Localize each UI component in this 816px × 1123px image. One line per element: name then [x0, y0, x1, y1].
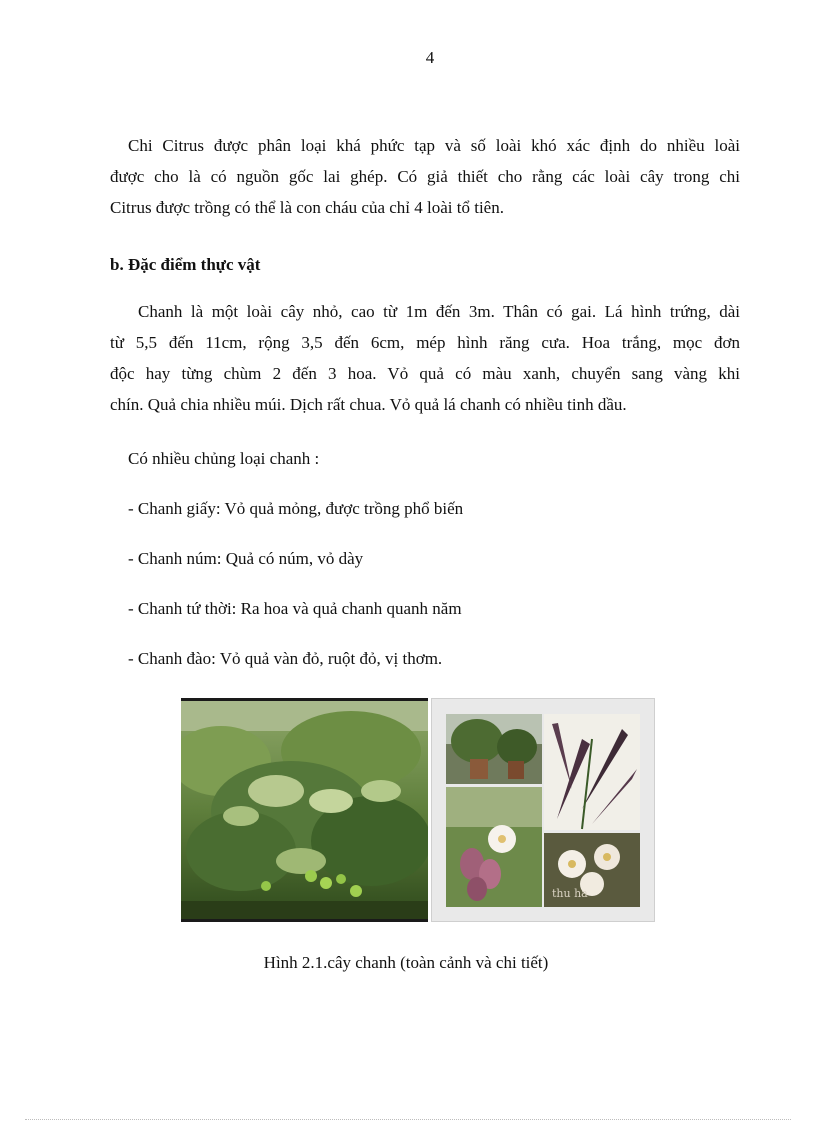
variety-item: - Chanh giấy: Vỏ quả mỏng, được trồng phổ biến [128, 499, 464, 518]
lemon-detail-collage [431, 698, 655, 922]
variety-item: - Chanh đào: Vỏ quả vàn đỏ, ruột đỏ, vị thơm. [128, 649, 443, 668]
description-paragraph [110, 296, 740, 420]
page-number: 4 [425, 48, 435, 67]
collage-watermark: thu ha [552, 887, 588, 900]
page-bottom-divider [25, 1119, 791, 1120]
text-line: Citrus được trồng có thể là con cháu của chỉ 4 loài tổ tiên. [110, 198, 504, 217]
text-line: chín. Quả chia nhiều múi. Dịch rất chua. Vỏ quả lá chanh có nhiều tinh dầu. [110, 395, 627, 414]
text-line: được cho là có nguồn gốc lai ghép. Có giả thiết cho rằng các loài cây trong chi [110, 167, 740, 186]
varieties-intro: Có nhiều chủng loại chanh : [128, 449, 320, 468]
text-line: Chanh là một loài cây nhỏ, cao từ 1m đến 3m. Thân có gai. Lá hình trứng, dài [138, 302, 740, 321]
lemon-tree-photo [181, 698, 428, 922]
text-line: độc hay từng chùm 2 đến 3 hoa. Vỏ quả có màu xanh, chuyển sang vàng khi [110, 364, 740, 383]
text-line: từ 5,5 đến 11cm, rộng 3,5 đến 6cm, mép hình răng cưa. Hoa trắng, mọc đơn [110, 333, 740, 352]
text-line: Chi Citrus được phân loại khá phức tạp và số loài khó xác định do nhiều loài [128, 136, 740, 155]
figure-caption: Hình 2.1.cây chanh (toàn cảnh và chi tiết) [263, 953, 549, 972]
variety-item: - Chanh tứ thời: Ra hoa và quả chanh quanh năm [128, 599, 462, 618]
section-heading: b. Đặc điểm thực vật [110, 255, 261, 274]
intro-paragraph [110, 130, 740, 223]
variety-item: - Chanh núm: Quả có núm, vỏ dày [128, 549, 364, 568]
